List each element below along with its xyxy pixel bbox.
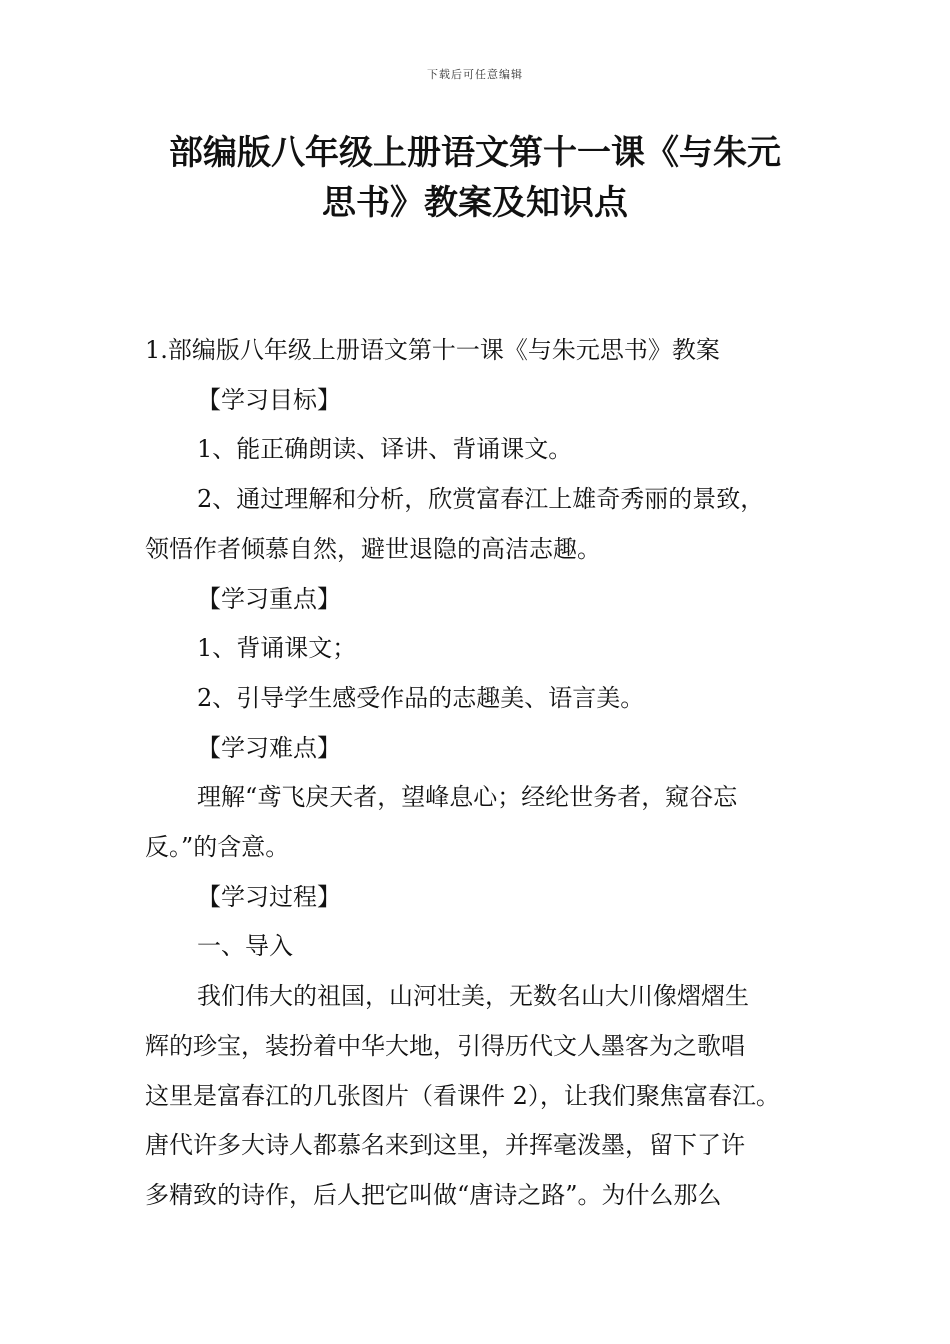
- intro-paragraph-line-3: 这里是富春江的几张图片（看课件 2），让我们聚焦富春江。: [145, 1081, 780, 1110]
- document-body: [145, 326, 835, 1221]
- focus-item-2: 2、引导学生感受作品的志趣美、语言美。: [197, 683, 645, 712]
- heading-learning-difficulty: 【学习难点】: [197, 733, 341, 762]
- process-step-intro: 一、导入: [197, 932, 293, 961]
- goal-item-2: 2、通过理解和分析，欣赏富春江上雄奇秀丽的景致，: [197, 485, 765, 514]
- intro-paragraph-line-4: 唐代许多大诗人都慕名来到这里，并挥毫泼墨，留下了许: [145, 1131, 745, 1160]
- goal-item-1: 1、能正确朗读、译讲、背诵课文。: [197, 435, 573, 464]
- section-heading-1: 1.部编版八年级上册语文第十一课《与朱元思书》教案: [145, 336, 720, 364]
- goal-item-2-continued: 领悟作者倾慕自然，避世退隐的高洁志趣。: [145, 534, 601, 563]
- intro-paragraph-line-1: 我们伟大的祖国，山河壮美，无数名山大川像熠熠生: [197, 982, 749, 1011]
- focus-item-1: 1、背诵课文；: [197, 634, 357, 663]
- document-title-line-2: 思书》教案及知识点: [322, 183, 628, 223]
- intro-paragraph-line-2: 辉的珍宝，装扮着中华大地，引得历代文人墨客为之歌唱: [145, 1031, 745, 1060]
- difficulty-text-continued: 反。”的含意。: [145, 833, 290, 862]
- document-title: [140, 128, 810, 228]
- intro-paragraph-line-5: 多精致的诗作，后人把它叫做“唐诗之路”。为什么那么: [145, 1180, 722, 1209]
- heading-learning-process: 【学习过程】: [197, 882, 341, 911]
- document-title-line-1: 部编版八年级上册语文第十一课《与朱元: [169, 133, 781, 173]
- header-note: 下载后可任意编辑: [427, 68, 523, 81]
- heading-learning-focus: 【学习重点】: [197, 584, 341, 613]
- difficulty-text: 理解“鸢飞戾天者，望峰息心；经纶世务者，窥谷忘: [197, 783, 738, 812]
- heading-learning-goals: 【学习目标】: [197, 385, 341, 414]
